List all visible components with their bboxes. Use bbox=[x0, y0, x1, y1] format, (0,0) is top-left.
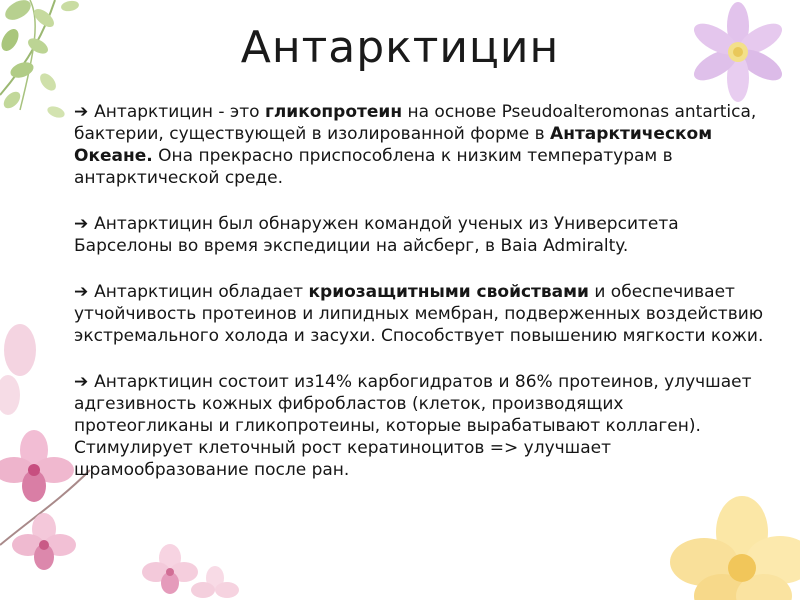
arrow-bullet-icon: ➔ bbox=[74, 372, 95, 392]
bold-text: гликопротеин bbox=[264, 102, 403, 122]
paragraph-text: Антарктицин был обнаружен командой ученых из Университета Барселоны во время экспедиции на айсберг, в Baia Admiralty. bbox=[74, 214, 679, 256]
slide-content bbox=[74, 101, 764, 505]
arrow-bullet-icon: ➔ bbox=[74, 102, 95, 122]
yellow-flower-bottom-right-decoration bbox=[670, 496, 800, 600]
paragraph-text: Она прекрасно приспособлена к низким температурам в антарктической среде. bbox=[74, 146, 673, 188]
paragraph-text: Антарктицин обладает bbox=[94, 282, 309, 302]
paragraph-text: и обеспечивает утчойчивость протеинов и липидных мембран, подверженных воздействию экстремального холода и засухи. Способствует повышению мягкости кожи. bbox=[74, 282, 764, 346]
paragraph-text: Антарктицин состоит из14% карбогидратов и 86% протеинов, улучшает адгезивность кожных фибробластов (клеток, производящих протеогликаны и гликопротеины, которые вырабатывают коллаген). Стимулирует клеточный рост кератиноцитов => улучшает шрамообразование после ран. bbox=[74, 372, 752, 480]
bullet-paragraph bbox=[74, 281, 764, 347]
paragraph-text: Антарктицин - это bbox=[94, 102, 265, 122]
bullet-paragraph bbox=[74, 213, 764, 257]
bullet-paragraph bbox=[74, 371, 764, 481]
bullet-paragraph bbox=[74, 101, 764, 189]
slide-title: Антарктицин bbox=[240, 22, 560, 73]
paragraph-text: на основе Pseudoalteromonas antartica, бактерии, существующей в изолированной форме в bbox=[74, 102, 757, 144]
arrow-bullet-icon: ➔ bbox=[74, 282, 95, 302]
arrow-bullet-icon: ➔ bbox=[74, 214, 95, 234]
bold-text: Антарктическом Океане. bbox=[74, 124, 713, 166]
bold-text: криозащитными свойствами bbox=[308, 282, 589, 302]
